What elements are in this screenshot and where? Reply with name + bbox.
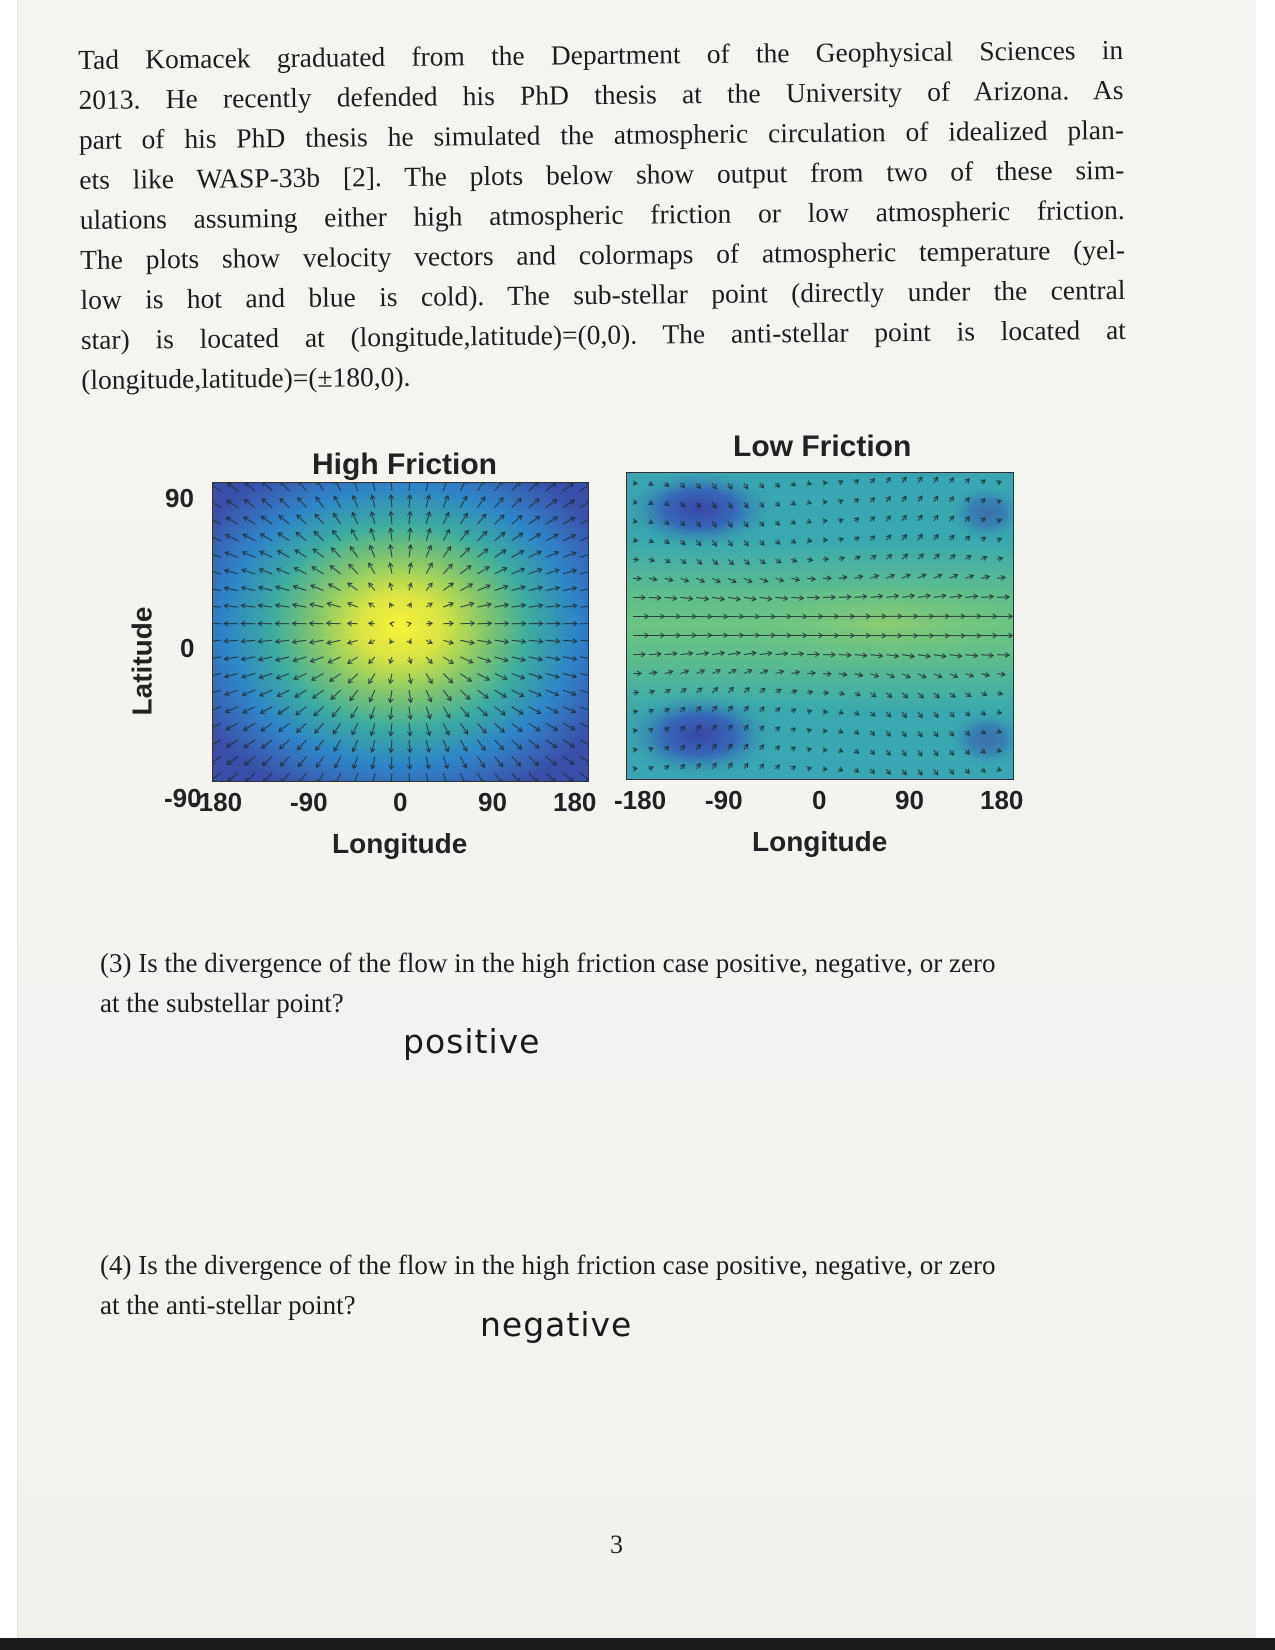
intro-line: (longitude,latitude)=(±180,0). — [81, 360, 411, 395]
intro-paragraph — [78, 30, 1126, 400]
velocity-vector — [649, 654, 661, 655]
x-axis-label: Longitude — [332, 828, 468, 859]
low-friction-heatmap — [627, 473, 1013, 779]
x-tick-label: -180 — [190, 787, 243, 817]
y-tick-label: -90 — [164, 783, 202, 813]
question-text: (4) Is the divergence of the flow in the high friction case positive, negative, or zero — [100, 1250, 996, 1280]
handwritten-answer-3: positive — [403, 1022, 541, 1061]
velocity-vector — [649, 597, 661, 598]
question-text: at the substellar point? — [100, 988, 344, 1018]
page-number: 3 — [610, 1530, 623, 1559]
intro-line: low is hot and blue is cold). The sub-stellar point (directly under the central — [80, 273, 1126, 315]
x-tick-label: -90 — [290, 787, 328, 817]
velocity-vector — [839, 655, 851, 656]
high-friction-plot — [212, 482, 589, 782]
handwritten-answer-4: negative — [480, 1305, 633, 1344]
x-tick-label: 180 — [980, 785, 1024, 815]
y-tick-label: 0 — [180, 633, 195, 663]
high-friction-heatmap — [213, 483, 588, 781]
intro-line: The plots show velocity vectors and colormaps of atmospheric temperature (yel- — [79, 233, 1126, 275]
bottom-strip — [0, 1638, 1275, 1650]
x-tick-label: 90 — [478, 787, 507, 817]
intro-line: part of his PhD thesis he simulated the atmospheric circulation of idealized plan- — [78, 113, 1125, 155]
x-tick-label: 90 — [895, 785, 924, 815]
intro-line: Tad Komacek graduated from the Department of the Geophysical Sciences in — [78, 33, 1124, 75]
y-axis-label: Latitude — [126, 606, 158, 716]
x-axis-label: Longitude — [752, 826, 888, 857]
intro-line: 2013. He recently defended his PhD thesis at the University of Arizona. As — [78, 73, 1124, 115]
y-tick-label: 90 — [165, 483, 194, 513]
question-text: (3) Is the divergence of the flow in the high friction case positive, negative, or zero — [100, 948, 996, 978]
intro-line: ulations assuming either high atmospheric friction or low atmospheric friction. — [79, 193, 1125, 235]
intro-line: star) is located at (longitude,latitude)=(0,0). The anti-stellar point is located at — [80, 313, 1126, 355]
x-tick-label: 0 — [393, 787, 408, 817]
x-tick-label: 180 — [553, 787, 597, 817]
x-tick-label: -180 — [614, 785, 667, 815]
right-margin — [1256, 0, 1275, 1650]
x-tick-label: 0 — [812, 785, 827, 815]
temperature-field — [213, 483, 588, 781]
x-tick-label: -90 — [705, 785, 743, 815]
question-text: at the anti-stellar point? — [100, 1290, 356, 1320]
intro-line: ets like WASP-33b [2]. The plots below show output from two of these sim- — [79, 153, 1125, 195]
chart-title-low-friction: Low Friction — [733, 430, 912, 463]
low-friction-plot — [626, 472, 1014, 780]
chart-title-high-friction: High Friction — [312, 448, 497, 481]
question-3 — [100, 943, 1150, 1023]
velocity-vector — [839, 597, 851, 598]
